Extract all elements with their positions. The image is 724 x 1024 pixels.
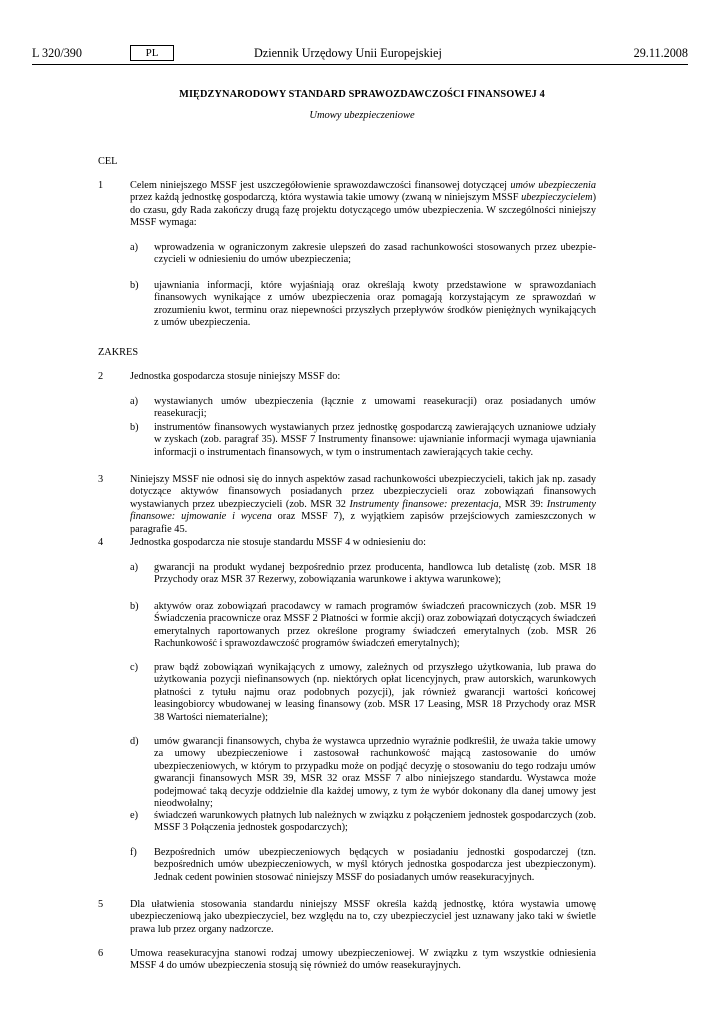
paragraph-number: 6	[98, 948, 104, 959]
document-subtitle: Umowy ubezpieczeniowe	[309, 110, 415, 121]
paragraph-6: Umowa reasekuracyjna stanowi rodzaj umowy ubezpieczeniowej. W związku z tym wszystkie odniesienia MSSF 4 do umów ubezpieczenia stosują się również do umów reasekurayjnych.	[130, 948, 596, 972]
paragraph-number: 2	[98, 371, 104, 382]
section-heading-zakres: ZAKRES	[98, 347, 139, 358]
list-label: a)	[130, 562, 138, 573]
paragraph-4: Jednostka gospodarcza nie stosuje standardu MSSF 4 w odniesieniu do:	[130, 537, 427, 548]
list-label: c)	[130, 662, 138, 673]
language-badge: PL	[130, 45, 174, 61]
section-heading-cel: CEL	[98, 156, 118, 167]
paragraph-5: Dla ułatwienia stosowania standardu niniejszy MSSF określa każdą jednostkę, która wystawia umowę ubezpieczeniową jako ubezpieczyciel, bez względu na to, czy ubezpieczyciel jest uznawany jako taki w świetle prawa lub przez organy nadzorcze.	[130, 899, 596, 935]
list-item: umów gwarancji finansowych, chyba że wystawca uprzednio wyraźnie podkreślił, że uważa takie umowy za umowy ubezpieczeniowe i zastosował rachunkowość mającą zastosowanie do umów ubezpieczeniowych, w którym to przypadku może on podjąć decyzję o stosowaniu do tego rodzaju umów gwarancji finansowych MSR 39, MSR 32 oraz MSSF 7 albo niniejszego standardu. Wystawca może podejmować taką decyzje oddzielnie dla każdej umowy, z tym że wybór dokonany dla danej umowy jest nieodwołalny;	[154, 736, 596, 810]
publication-date: 29.11.2008	[633, 46, 688, 60]
paragraph-2: Jednostka gospodarcza stosuje niniejszy MSSF do:	[130, 371, 341, 382]
paragraph-3: Niniejszy MSSF nie odnosi się do innych aspektów zasad rachunkowości ubezpieczycieli, takich jak np. zasady dotyczące aktywów finansowych posiadanych przez ubezpieczycieli oraz zobowiązań finansowych wystawianych przez ubezpieczycieli (zob. MSR 32 Instrumenty finansowe: prezentacja, MSR 39: Instrumenty finansowe: ujmowanie i wycena oraz MSSF 7), z wyjątkiem zapisów przejściowych zamieszczonych w paragrafie 45.	[130, 474, 596, 535]
list-item: gwarancji na produkt wydanej bezpośrednio przez producenta, handlowca lub detalistę (zob. MSR 18 Przychody oraz MSR 37 Rezerwy, zobowiązania warunkowe i aktywa warunkowe);	[154, 562, 596, 586]
list-item: instrumentów finansowych wystawianych przez jednostkę gospodarczą zawierających uznaniowe udziały w zyskach (zob. paragraf 35). MSSF 7 Instrumenty finansowe: ujawnianie informacji wymaga ujawniania informacji o instrumentach finansowych, w tym o instrumentach zawierających takie cechy.	[154, 422, 596, 458]
journal-name: Dziennik Urzędowy Unii Europejskiej	[254, 46, 442, 60]
document-title: MIĘDZYNARODOWY STANDARD SPRAWOZDAWCZOŚCI FINANSOWEJ 4	[179, 89, 545, 100]
header-rule	[32, 64, 688, 65]
list-item: Bezpośrednich umów ubezpieczeniowych będących w posiadaniu jednostki gospodarczej (tzn. bezpośrednich umów ubezpieczeniowych, w myśl których jednostka gospodarcza jest ubezpieczonym). Jednak cedent powinien stosować niniejszy MSSF do posiadanych umów reasekuracyjnych.	[154, 847, 596, 883]
paragraph-number: 4	[98, 537, 104, 548]
paragraph-number: 1	[98, 180, 104, 191]
paragraph-1: Celem niniejszego MSSF jest uszczegółowienie sprawozdawczości finansowej dotyczącej umów ubezpieczenia przez każdą jednostkę gospodarczą, która wystawia takie umowy (zwaną w niniejszym MSSF ubezpieczycielem) do czasu, gdy Rada zakończy drugą fazę projektu dotyczącego umów ubezpieczenia. W szczególności niniejszy MSSF wymaga:	[130, 180, 596, 229]
list-item: wprowadzenia w ograniczonym zakresie ulepszeń do zasad rachunkowości stosowanych przez ubezpieczycieli w odniesieniu do umów ubezpieczenia;	[154, 242, 596, 266]
list-item: aktywów oraz zobowiązań pracodawcy w ramach programów świadczeń pracowniczych (zob. MSR 19 Świadczenia pracownicze oraz MSSF 2 Płatności w formie akcji) oraz zobowiązań dotyczących świadczeń emerytalnych raportowanych przez określone programy świadczeń emerytalnych (zob. MSR 26 Rachunkowość i sprawozdawczość programów świadczeń emerytalnych);	[154, 601, 597, 650]
list-item: świadczeń warunkowych płatnych lub należnych w związku z połączeniem jednostek gospodarczych (zob. MSSF 3 Połączenia jednostek gospodarczych);	[154, 810, 596, 834]
page-header	[32, 46, 688, 64]
list-item: praw bądź zobowiązań wynikających z umowy, zależnych od przyszłego użytkowania, lub prawa do użytkowania pozycji niefinansowych (np. niektórych opłat licencyjnych, praw autorskich, warunkowych płatności z tytułu najmu oraz podobnych pozycji), jak również gwarancji wartości końcowej leasingobiorcy wbudowanej w leasing finansowy (zob. MSR 17 Leasing, MSR 18 Przychody oraz MSR 38 Wartości niematerialne);	[154, 662, 596, 723]
list-label: b)	[130, 601, 139, 612]
paragraph-number: 3	[98, 474, 104, 485]
page-reference: L 320/390	[32, 46, 82, 60]
list-label: a)	[130, 396, 138, 407]
list-label: d)	[130, 736, 139, 747]
list-label: b)	[130, 422, 139, 433]
paragraph-number: 5	[98, 899, 104, 910]
list-label: e)	[130, 810, 138, 821]
list-label: a)	[130, 242, 138, 253]
list-label: b)	[130, 280, 139, 291]
list-label: f)	[130, 847, 137, 858]
list-item: ujawniania informacji, które wyjaśniają oraz określają kwoty przedstawione w sprawozdaniach finansowych wynikające z umów ubezpieczenia oraz pomagają korzystającym ze sprawozdań w zrozumieniu kwot, terminu oraz niepewności przyszłych przepływów środków pieniężnych wynikających z umów ubezpieczenia.	[154, 280, 596, 329]
list-item: wystawianych umów ubezpieczenia (łącznie z umowami reasekuracji) oraz posiadanych umów reasekuracji;	[154, 396, 596, 420]
